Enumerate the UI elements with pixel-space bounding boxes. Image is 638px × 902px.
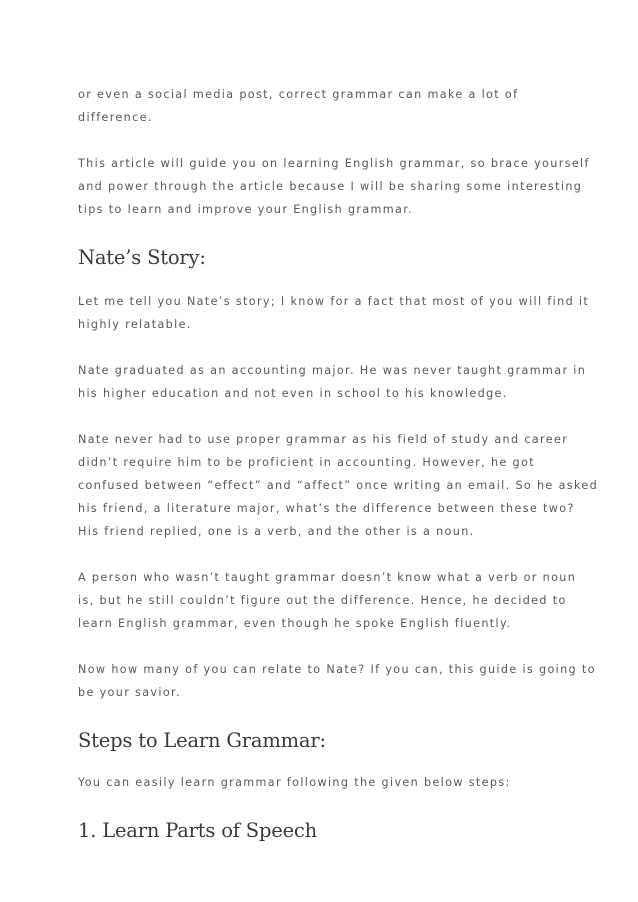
paragraph-nate-confused bbox=[78, 428, 599, 543]
text-line: is, but he still couldn’t figure out the difference. Hence, he decided to bbox=[78, 594, 567, 607]
text-line: Nate graduated as an accounting major. He was never taught grammar in bbox=[78, 364, 587, 377]
heading-nates-story: Nate’s Story: bbox=[78, 246, 206, 269]
heading-steps-to-learn-grammar: Steps to Learn Grammar: bbox=[78, 729, 326, 752]
text-line: learn English grammar, even though he spoke English fluently. bbox=[78, 617, 512, 630]
paragraph-nate-decided bbox=[78, 566, 577, 635]
text-line: be your savior. bbox=[78, 686, 181, 699]
text-line: You can easily learn grammar following the given below steps: bbox=[78, 776, 511, 789]
text-line: tips to learn and improve your English grammar. bbox=[78, 203, 414, 216]
text-line: or even a social media post, correct grammar can make a lot of bbox=[78, 88, 519, 101]
paragraph-nate-graduated bbox=[78, 359, 587, 405]
text-line: Now how many of you can relate to Nate? If you can, this guide is going to bbox=[78, 663, 596, 676]
text-line: A person who wasn’t taught grammar doesn’t know what a verb or noun bbox=[78, 571, 577, 584]
text-line: Nate never had to use proper grammar as his field of study and career bbox=[78, 433, 569, 446]
text-line: Let me tell you Nate’s story; I know for a fact that most of you will find it bbox=[78, 295, 590, 308]
paragraph-relate bbox=[78, 658, 596, 704]
text-line: and power through the article because I will be sharing some interesting bbox=[78, 180, 583, 193]
text-line: difference. bbox=[78, 111, 153, 124]
text-line: confused between “effect” and “affect” once writing an email. So he asked bbox=[78, 479, 599, 492]
text-line: his higher education and not even in school to his knowledge. bbox=[78, 387, 508, 400]
text-line: highly relatable. bbox=[78, 318, 192, 331]
text-line: This article will guide you on learning English grammar, so brace yourself bbox=[78, 157, 590, 170]
heading-learn-parts-of-speech: 1. Learn Parts of Speech bbox=[78, 819, 317, 842]
text-line: didn’t require him to be proficient in accounting. However, he got bbox=[78, 456, 535, 469]
paragraph-story-intro bbox=[78, 290, 590, 336]
text-line: his friend, a literature major, what’s the difference between these two? bbox=[78, 502, 575, 515]
paragraph-intro-continued bbox=[78, 83, 560, 129]
text-line: His friend replied, one is a verb, and the other is a noun. bbox=[78, 525, 475, 538]
paragraph-article-guide bbox=[78, 152, 590, 221]
paragraph-steps-intro bbox=[78, 771, 560, 794]
